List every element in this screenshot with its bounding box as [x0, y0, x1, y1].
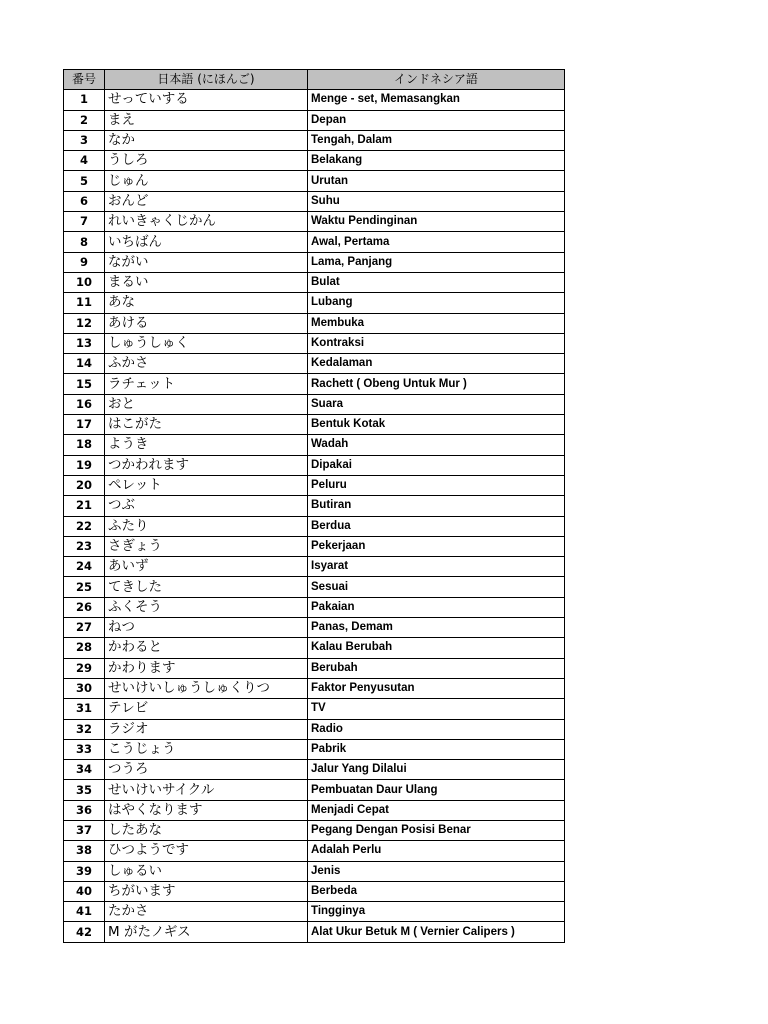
japanese-word-cell: あける [105, 313, 308, 333]
table-row [64, 496, 565, 516]
table-row [64, 313, 565, 333]
row-number-cell: 33 [64, 739, 105, 759]
table-row [64, 110, 565, 130]
table-header-row [64, 70, 565, 90]
row-number-cell: 28 [64, 638, 105, 658]
indonesian-meaning-cell: Kontraksi [308, 333, 565, 353]
row-number-cell: 16 [64, 394, 105, 414]
table-row [64, 922, 565, 942]
row-number-cell: 3 [64, 130, 105, 150]
table-row [64, 212, 565, 232]
japanese-word-cell: なか [105, 130, 308, 150]
table-row [64, 861, 565, 881]
table-row [64, 293, 565, 313]
japanese-word-cell: ふたり [105, 516, 308, 536]
indonesian-meaning-cell: Butiran [308, 496, 565, 516]
indonesian-meaning-cell: Jalur Yang Dilalui [308, 760, 565, 780]
row-number-cell: 35 [64, 780, 105, 800]
row-number-cell: 21 [64, 496, 105, 516]
row-number-cell: 38 [64, 841, 105, 861]
japanese-word-cell: したあな [105, 820, 308, 840]
indonesian-meaning-cell: Menjadi Cepat [308, 800, 565, 820]
table-row [64, 638, 565, 658]
row-number-cell: 10 [64, 272, 105, 292]
japanese-word-cell: こうじょう [105, 739, 308, 759]
japanese-word-cell: じゅん [105, 171, 308, 191]
row-number-cell: 41 [64, 902, 105, 922]
indonesian-meaning-cell: Urutan [308, 171, 565, 191]
indonesian-meaning-cell: Bulat [308, 272, 565, 292]
indonesian-meaning-cell: Waktu Pendinginan [308, 212, 565, 232]
table-row [64, 577, 565, 597]
japanese-word-cell: まるい [105, 272, 308, 292]
table-row [64, 374, 565, 394]
table-row [64, 820, 565, 840]
indonesian-meaning-cell: Sesuai [308, 577, 565, 597]
japanese-word-cell: ふくそう [105, 597, 308, 617]
row-number-cell: 8 [64, 232, 105, 252]
indonesian-meaning-cell: Wadah [308, 435, 565, 455]
indonesian-meaning-cell: Bentuk Kotak [308, 415, 565, 435]
table-body [64, 90, 565, 942]
japanese-word-cell: ようき [105, 435, 308, 455]
table-row [64, 658, 565, 678]
indonesian-meaning-cell: Pegang Dengan Posisi Benar [308, 820, 565, 840]
row-number-cell: 13 [64, 333, 105, 353]
japanese-word-cell: ながい [105, 252, 308, 272]
japanese-word-cell: つぶ [105, 496, 308, 516]
indonesian-meaning-cell: Depan [308, 110, 565, 130]
table-row [64, 151, 565, 171]
table-row [64, 719, 565, 739]
japanese-word-cell: ラチェット [105, 374, 308, 394]
japanese-word-cell: てきした [105, 577, 308, 597]
japanese-word-cell: ラジオ [105, 719, 308, 739]
indonesian-meaning-cell: Tingginya [308, 902, 565, 922]
row-number-cell: 32 [64, 719, 105, 739]
table-row [64, 455, 565, 475]
japanese-word-cell: まえ [105, 110, 308, 130]
row-number-cell: 27 [64, 618, 105, 638]
japanese-word-cell: つかわれます [105, 455, 308, 475]
table-row [64, 699, 565, 719]
row-number-cell: 14 [64, 354, 105, 374]
table-row [64, 902, 565, 922]
row-number-cell: 11 [64, 293, 105, 313]
indonesian-meaning-cell: Pabrik [308, 739, 565, 759]
japanese-word-cell: しゅるい [105, 861, 308, 881]
table-row [64, 252, 565, 272]
indonesian-meaning-cell: Peluru [308, 475, 565, 495]
row-number-cell: 4 [64, 151, 105, 171]
indonesian-meaning-cell: Tengah, Dalam [308, 130, 565, 150]
japanese-word-cell: かわると [105, 638, 308, 658]
japanese-word-cell: テレビ [105, 699, 308, 719]
row-number-cell: 34 [64, 760, 105, 780]
row-number-cell: 19 [64, 455, 105, 475]
japanese-word-cell: はやくなります [105, 800, 308, 820]
row-number-cell: 23 [64, 536, 105, 556]
row-number-cell: 31 [64, 699, 105, 719]
row-number-cell: 12 [64, 313, 105, 333]
indonesian-meaning-cell: Berdua [308, 516, 565, 536]
japanese-word-cell: しゅうしゅく [105, 333, 308, 353]
indonesian-meaning-cell: Isyarat [308, 557, 565, 577]
table-row [64, 841, 565, 861]
row-number-cell: 7 [64, 212, 105, 232]
table-row [64, 90, 565, 110]
row-number-cell: 20 [64, 475, 105, 495]
table-row [64, 191, 565, 211]
indonesian-meaning-cell: Membuka [308, 313, 565, 333]
indonesian-meaning-cell: Rachett ( Obeng Untuk Mur ) [308, 374, 565, 394]
header-number: 番号 [64, 70, 105, 90]
japanese-word-cell: さぎょう [105, 536, 308, 556]
table-row [64, 435, 565, 455]
indonesian-meaning-cell: Kedalaman [308, 354, 565, 374]
table-row [64, 516, 565, 536]
indonesian-meaning-cell: Belakang [308, 151, 565, 171]
indonesian-meaning-cell: Pekerjaan [308, 536, 565, 556]
indonesian-meaning-cell: TV [308, 699, 565, 719]
japanese-word-cell: うしろ [105, 151, 308, 171]
japanese-word-cell: ペレット [105, 475, 308, 495]
table-row [64, 597, 565, 617]
table-row [64, 678, 565, 698]
table-row [64, 557, 565, 577]
row-number-cell: 39 [64, 861, 105, 881]
row-number-cell: 24 [64, 557, 105, 577]
indonesian-meaning-cell: Panas, Demam [308, 618, 565, 638]
indonesian-meaning-cell: Suhu [308, 191, 565, 211]
indonesian-meaning-cell: Menge - set, Memasangkan [308, 90, 565, 110]
japanese-word-cell: あな [105, 293, 308, 313]
indonesian-meaning-cell: Berubah [308, 658, 565, 678]
indonesian-meaning-cell: Awal, Pertama [308, 232, 565, 252]
table-row [64, 415, 565, 435]
indonesian-meaning-cell: Adalah Perlu [308, 841, 565, 861]
table-row [64, 333, 565, 353]
indonesian-meaning-cell: Suara [308, 394, 565, 414]
japanese-word-cell: はこがた [105, 415, 308, 435]
japanese-word-cell: おんど [105, 191, 308, 211]
row-number-cell: 6 [64, 191, 105, 211]
japanese-word-cell: ふかさ [105, 354, 308, 374]
indonesian-meaning-cell: Alat Ukur Betuk M ( Vernier Calipers ) [308, 922, 565, 942]
indonesian-meaning-cell: Dipakai [308, 455, 565, 475]
header-japanese: 日本語 (にほんご) [105, 70, 308, 90]
indonesian-meaning-cell: Jenis [308, 861, 565, 881]
japanese-word-cell: せっていする [105, 90, 308, 110]
indonesian-meaning-cell: Pakaian [308, 597, 565, 617]
japanese-word-cell: ねつ [105, 618, 308, 638]
japanese-word-cell: せいけいサイクル [105, 780, 308, 800]
indonesian-meaning-cell: Faktor Penyusutan [308, 678, 565, 698]
row-number-cell: 15 [64, 374, 105, 394]
table-row [64, 780, 565, 800]
row-number-cell: 42 [64, 922, 105, 942]
japanese-word-cell: れいきゃくじかん [105, 212, 308, 232]
japanese-word-cell: つうろ [105, 760, 308, 780]
header-indonesian: インドネシア語 [308, 70, 565, 90]
table-row [64, 394, 565, 414]
table-row [64, 536, 565, 556]
table-row [64, 760, 565, 780]
row-number-cell: 37 [64, 820, 105, 840]
row-number-cell: 17 [64, 415, 105, 435]
indonesian-meaning-cell: Pembuatan Daur Ulang [308, 780, 565, 800]
japanese-word-cell: ひつようです [105, 841, 308, 861]
japanese-word-cell: おと [105, 394, 308, 414]
japanese-word-cell: あいず [105, 557, 308, 577]
indonesian-meaning-cell: Kalau Berubah [308, 638, 565, 658]
row-number-cell: 2 [64, 110, 105, 130]
table-row [64, 881, 565, 901]
row-number-cell: 30 [64, 678, 105, 698]
row-number-cell: 40 [64, 881, 105, 901]
japanese-word-cell: いちばん [105, 232, 308, 252]
row-number-cell: 22 [64, 516, 105, 536]
japanese-word-cell: かわります [105, 658, 308, 678]
table-row [64, 130, 565, 150]
table-row [64, 354, 565, 374]
row-number-cell: 18 [64, 435, 105, 455]
table-row [64, 800, 565, 820]
row-number-cell: 1 [64, 90, 105, 110]
table-row [64, 272, 565, 292]
row-number-cell: 5 [64, 171, 105, 191]
table-row [64, 475, 565, 495]
table-row [64, 171, 565, 191]
table-row [64, 618, 565, 638]
indonesian-meaning-cell: Radio [308, 719, 565, 739]
indonesian-meaning-cell: Lubang [308, 293, 565, 313]
japanese-word-cell: M がたノギス [105, 922, 308, 942]
row-number-cell: 36 [64, 800, 105, 820]
table-row [64, 739, 565, 759]
table-row [64, 232, 565, 252]
vocabulary-table [63, 69, 565, 943]
row-number-cell: 25 [64, 577, 105, 597]
indonesian-meaning-cell: Lama, Panjang [308, 252, 565, 272]
row-number-cell: 26 [64, 597, 105, 617]
japanese-word-cell: ちがいます [105, 881, 308, 901]
row-number-cell: 29 [64, 658, 105, 678]
row-number-cell: 9 [64, 252, 105, 272]
japanese-word-cell: せいけいしゅうしゅくりつ [105, 678, 308, 698]
japanese-word-cell: たかさ [105, 902, 308, 922]
indonesian-meaning-cell: Berbeda [308, 881, 565, 901]
